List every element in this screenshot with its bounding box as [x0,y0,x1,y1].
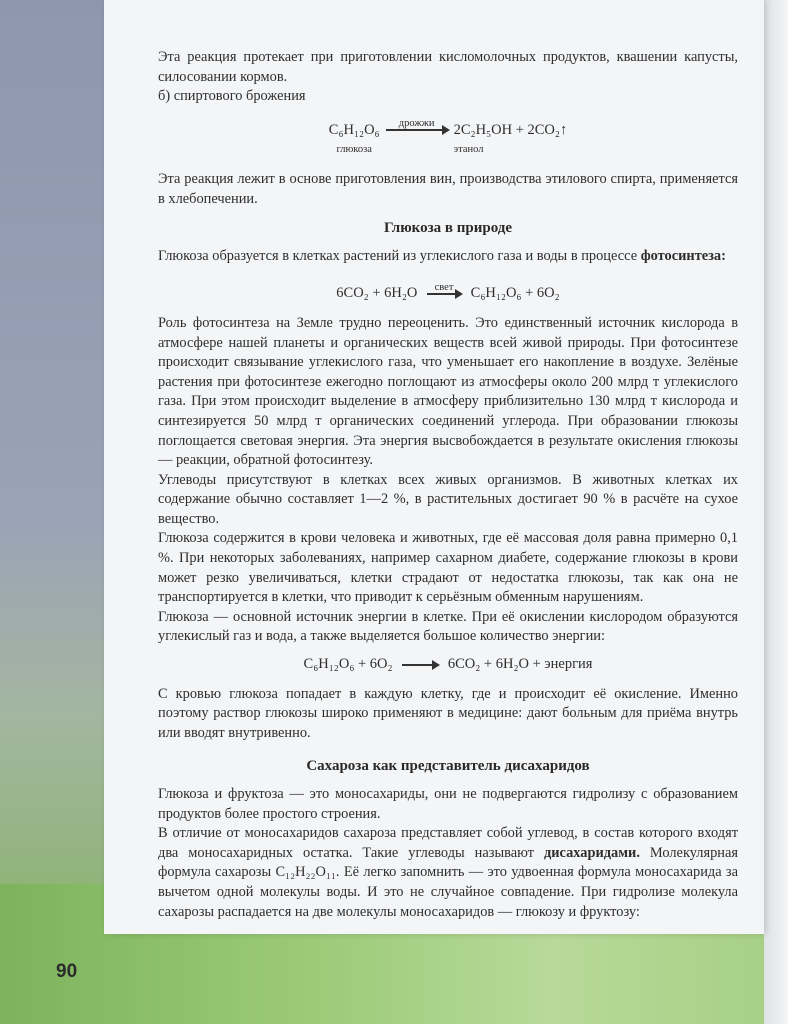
section-heading: Глюкоза в природе [383,220,513,237]
equation-left: C₆H₁₂O₆ [328,121,380,138]
paragraph-text: В отличие от моносахаридов сахароза представляет собой углевод, в состав которого входят два моносахаридных остатка. Такие углеводы называют [158,825,738,861]
paragraph: Роль фотосинтеза на Земле трудно переоценить. Это единственный источник кислорода в атмосфере нашей планеты и органических веществ всей живой природы. При фотосинтезе происходит связывание углекислого газа, что уменьшает его накопление в воздухе. Зелёные растения при фотосинтезе ежегодно поглощают из атмосферы около 200 млрд т углекислого газа. При этом происходит выделение в атмосферу приблизительно 130 млрд т кислорода и синтезируется 50 млрд т органических соединений углерода. При образовании глюкозы поглощается световая энергия. Эта энергия высвобождается в результате окисления глюкозы — реакции, обратной фотосинтезу. [158,314,738,469]
equation-left: 6CO₂ + 6H₂O [336,285,418,302]
paragraph [158,824,738,922]
reaction-arrow [386,117,448,131]
page-content [158,48,738,922]
paragraph: Глюкоза и фруктоза — это моносахариды, они не подвергаются гидролизу с образованием продуктов более простого строения. [158,786,738,822]
equation-left-label: глюкоза [336,144,372,156]
paragraph [158,247,738,267]
reaction-arrow [427,282,461,295]
arrow-label: свет [434,282,454,294]
arrow-label: дрожжи [398,117,435,129]
page-edge [764,0,788,1024]
paragraph: Эта реакция протекает при приготовлении кисломолочных продуктов, квашении капусты, силосовании кормов. [158,49,738,85]
equation-left-term [329,121,380,160]
reaction-arrow [402,664,438,666]
paragraph-text: Глюкоза образуется в клетках растений из углекислого газа и воды в процессе [158,247,641,264]
equation-right: 6CO₂ + 6H₂O + энергия [447,656,593,673]
equation-right-label: этанол [453,144,484,156]
term-bold: дисахаридами. [543,844,640,861]
equation-right: C₆H₁₂O₆ + 6O₂ [470,285,560,302]
equation-alcohol-fermentation [158,117,738,160]
background-left-band [0,0,110,1024]
page-number: 90 [56,961,78,982]
paragraph: Эта реакция лежит в основе приготовления вин, производства этилового спирта, применяется в хлебопечении. [158,170,738,207]
equation-photosynthesis [158,284,738,304]
textbook-page [104,0,764,934]
term-bold: фотосинтеза: [640,247,726,264]
paragraph: б) спиртового брожения [158,88,306,105]
paragraph: Углеводы присутствуют в клетках всех живых организмов. В животных клетках их содержание обычно составляет 1—2 %, в растительных достигает 90 % в расчёте на сухое вещество. [158,471,738,527]
section-heading: Сахароза как представитель дисахаридов [306,758,590,775]
paragraph: Глюкоза содержится в крови человека и животных, где её массовая доля равна примерно 0,1 %. При некоторых заболеваниях, например сахарном диабете, содержание глюкозы в крови может резко увеличиваться, клетки страдают от недостатка глюкозы, так как она не транспортируется в клетки, что приводит к серьёзным обменным нарушениям. [158,530,738,606]
paragraph: С кровью глюкоза попадает в каждую клетку, где и происходит её окисление. Именно поэтому раствор глюкозы широко применяют в медицине: дают больным для приёма внутрь или вводят внутривенно. [158,685,738,741]
equation-left: C₆H₁₂O₆ + 6O₂ [303,656,393,673]
equation-glucose-oxidation [158,655,738,675]
paragraph-text: Молекулярная формула сахарозы C₁₂H₂₂O₁₁. Её легко запомнить — это удвоенная формула моносахарида за вычетом одной молекулы воды. И это не случайное совпадение. При гидролизе молекула сахарозы распадается на две молекулы моносахаридов — глюкозу и фруктозу: [158,844,738,920]
paragraph: Глюкоза — основной источник энергии в клетке. При её окислении кислородом образуются углекислый газ и вода, а также выделяется большое количество энергии: [158,608,738,645]
equation-right: 2C₂H₅OH + 2CO₂↑ [453,121,568,138]
equation-right-term [454,121,568,160]
